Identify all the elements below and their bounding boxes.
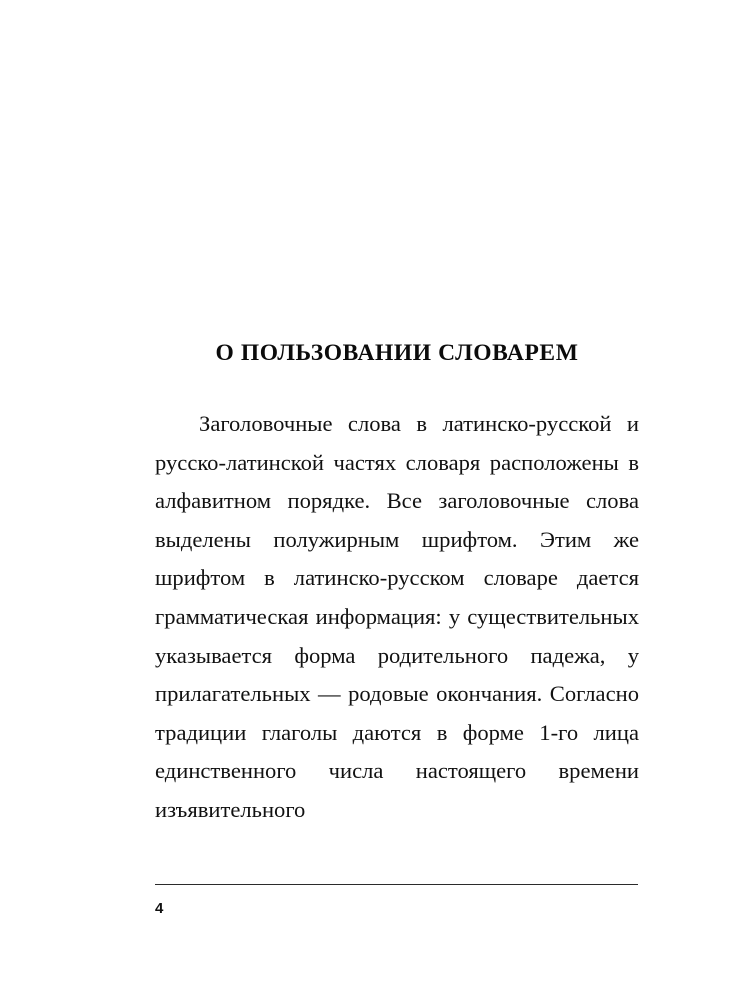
body-paragraph: Заголовочные слова в латинско-русской и русско-латинской частях словаря расположены в алфавитном порядке. Все заголовочные слова выделены полужирным шрифтом. Этим же шрифтом в латинско-русском словаре дается грамматическая информация: у существительных указывается форма родительного падежа, у прилагательных — родовые окончания. Согласно традиции глаголы даются в форме 1-го лица единственного числа настоящего времени изъявительного (155, 411, 639, 822)
footer-divider (155, 884, 638, 885)
page-title: О ПОЛЬЗОВАНИИ СЛОВАРЕМ (215, 340, 579, 366)
page-number: 4 (155, 900, 164, 917)
page-content (155, 340, 639, 830)
